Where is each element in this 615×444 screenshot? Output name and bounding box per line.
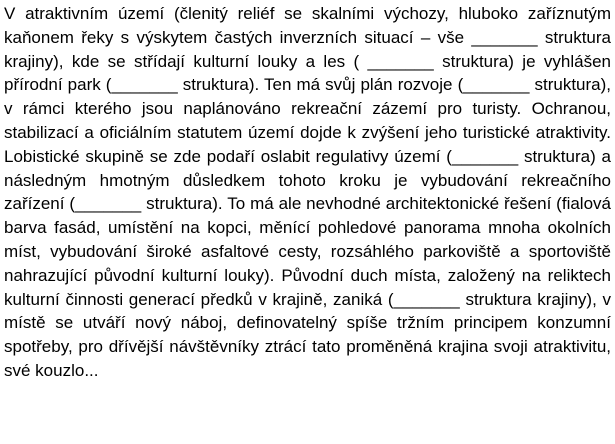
document-body [4, 2, 611, 383]
paragraph-text: V atraktivním území (členitý reliéf se skalními výchozy, hluboko zaříznutým kaňonem řeky s výskytem častých inverzních situací – vše _______ struktura krajiny), kde se střídají kulturní louky a les ( _______ struktura) je vyhlášen přírodní park (_______ struktura). Ten má svůj plán rozvoje (_______ struktura), v rámci kterého jsou naplánováno rekreační zázemí pro turisty. Ochranou, stabilizací a oficiálním statutem území dojde k zvýšení jeho turistické atraktivity. Lobistické skupině se zde podaří oslabit regulativy území (_______ struktura) a následným hmotným důsledkem tohoto kroku je vybudování rekreačního zařízení (_______ struktura). To má ale nevhodné architektonické řešení (fialová barva fasád, umístění na kopci, měnící pohledové panorama mnoha okolních míst, vybudování široké asfaltové cesty, rozsáhlého parkoviště a sportoviště nahrazující původní kulturní louky). Původní duch místa, založený na reliktech kulturní činnosti generací předků v krajině, zaniká (_______ struktura krajiny), v místě se utváří nový náboj, definovatelný spíše tržním principem konzumní spotřeby, pro dřívější návštěvníky ztrácí tato proměněná krajina svoji atraktivitu, své kouzlo... [4, 4, 611, 380]
